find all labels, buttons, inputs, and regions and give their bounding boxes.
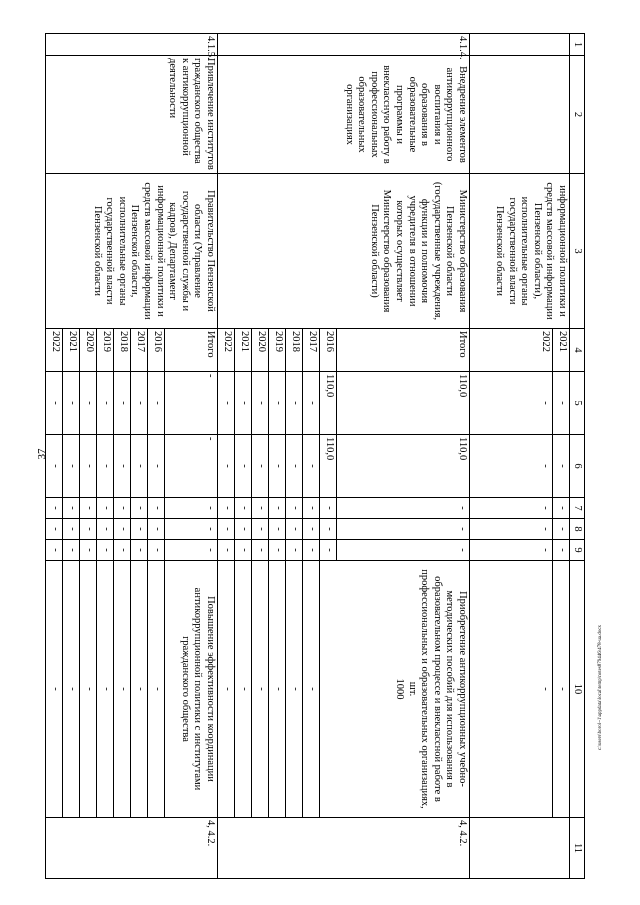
result-cell: - bbox=[80, 561, 97, 818]
value-cell: - bbox=[235, 435, 252, 498]
value-cell: - bbox=[252, 372, 269, 435]
value-cell: - bbox=[553, 435, 570, 498]
header-cell: 11 bbox=[570, 818, 585, 879]
activity-name: Привлечение институтов гражданского общества к антикоррупционной деятельности bbox=[46, 56, 218, 174]
value-cell: - bbox=[63, 519, 80, 540]
result-text: Приобретение антикоррупционных учебно-методических пособий для использования в образовательном процессе и внеклассной работе в профессиональных и образовательных организациях, шт. bbox=[406, 569, 468, 809]
header-cell: 2 bbox=[570, 56, 585, 174]
value-cell: - bbox=[470, 498, 553, 519]
value-cell: - bbox=[131, 540, 148, 561]
activity-executor: Министерство образования Пензенской области (государственные учреждения, функции и полномочия учредителя в отношении которых осуществляет Министерство образования Пензенской области) bbox=[218, 174, 470, 329]
value-cell: - bbox=[63, 435, 80, 498]
value-cell: - bbox=[553, 519, 570, 540]
result-cell: - bbox=[470, 561, 553, 818]
value-cell: - bbox=[269, 519, 286, 540]
year-cell: 2021 bbox=[235, 329, 252, 372]
result-cell: - bbox=[63, 561, 80, 818]
activity-number: 4.1.5. bbox=[46, 34, 218, 56]
value-cell: - bbox=[165, 540, 218, 561]
file-path-text: c:\users\borol~1\appdata\local\temp\notes879446\478-ua.docx bbox=[598, 624, 603, 750]
value-cell: - bbox=[218, 519, 235, 540]
activity-row-4-1-5 bbox=[165, 34, 218, 879]
header-cell: 3 bbox=[570, 174, 585, 329]
value-cell: - bbox=[46, 372, 63, 435]
value-cell: - bbox=[97, 435, 114, 498]
value-cell: - bbox=[131, 519, 148, 540]
header-cell: 6 bbox=[570, 435, 585, 498]
program-activities-table bbox=[45, 33, 585, 879]
year-cell: 2016 bbox=[148, 329, 165, 372]
result-cell: - bbox=[286, 561, 303, 818]
value-cell: - bbox=[269, 498, 286, 519]
year-cell: 2017 bbox=[303, 329, 320, 372]
value-cell: - bbox=[165, 519, 218, 540]
value-cell: - bbox=[148, 540, 165, 561]
value-cell: - bbox=[97, 498, 114, 519]
cell-empty bbox=[470, 34, 570, 56]
value-cell: - bbox=[80, 372, 97, 435]
header-cell: 4 bbox=[570, 329, 585, 372]
itogo-label: Итого bbox=[337, 329, 470, 372]
result-cell: - bbox=[131, 561, 148, 818]
year-cell: 2018 bbox=[114, 329, 131, 372]
value-cell: - bbox=[303, 435, 320, 498]
value-cell: - bbox=[46, 435, 63, 498]
header-cell: 1 bbox=[570, 34, 585, 56]
value-cell: - bbox=[286, 435, 303, 498]
header-cell: 8 bbox=[570, 519, 585, 540]
value-cell: - bbox=[320, 540, 337, 561]
result-cell: - bbox=[218, 561, 235, 818]
value-cell: - bbox=[148, 498, 165, 519]
value-cell: - bbox=[470, 435, 553, 498]
result-cell: - bbox=[114, 561, 131, 818]
header-row bbox=[570, 34, 585, 879]
continuation-row bbox=[553, 34, 570, 879]
value-cell: - bbox=[218, 372, 235, 435]
value-cell: - bbox=[286, 498, 303, 519]
value-cell: - bbox=[303, 372, 320, 435]
header-cell: 10 bbox=[570, 561, 585, 818]
value-cell: - bbox=[80, 540, 97, 561]
value-cell: - bbox=[337, 498, 470, 519]
activity-executor: Правительство Пензенской области (Управление государственной службы и кадров), Департамент информационной политики и средств массовой информации Пензенской области, исполнительные органы государственной власти Пензенской области bbox=[46, 174, 218, 329]
page-number: 37 bbox=[36, 448, 48, 460]
value-cell: 110,0 bbox=[337, 372, 470, 435]
value-cell: - bbox=[553, 540, 570, 561]
value-cell: - bbox=[235, 498, 252, 519]
value-cell: - bbox=[252, 540, 269, 561]
value-cell: - bbox=[269, 540, 286, 561]
value-cell: - bbox=[470, 540, 553, 561]
value-cell: - bbox=[46, 519, 63, 540]
value-cell: - bbox=[148, 435, 165, 498]
value-cell: - bbox=[165, 435, 218, 498]
activity-result: Повышение эффективности координации антикоррупционной политики с институтами гражданского общества bbox=[165, 561, 218, 818]
value-cell: - bbox=[63, 372, 80, 435]
value-cell: - bbox=[165, 372, 218, 435]
activity-number: 4.1.4. bbox=[218, 34, 470, 56]
year-cell: 2016 bbox=[320, 329, 337, 372]
value-cell: - bbox=[165, 498, 218, 519]
value-cell: - bbox=[252, 498, 269, 519]
result-cell: - bbox=[303, 561, 320, 818]
header-cell: 9 bbox=[570, 540, 585, 561]
result-cell: - bbox=[553, 561, 570, 818]
value-cell: - bbox=[218, 498, 235, 519]
activity-ref: 4, 4.2. bbox=[218, 818, 470, 879]
value-cell: - bbox=[470, 519, 553, 540]
value-cell: 110,0 bbox=[320, 435, 337, 498]
activity-result bbox=[320, 561, 470, 818]
value-cell: 110,0 bbox=[320, 372, 337, 435]
value-cell: - bbox=[337, 519, 470, 540]
year-cell: 2019 bbox=[97, 329, 114, 372]
value-cell: - bbox=[235, 519, 252, 540]
value-cell: - bbox=[80, 519, 97, 540]
value-cell: - bbox=[114, 540, 131, 561]
value-cell: - bbox=[114, 519, 131, 540]
value-cell: - bbox=[235, 540, 252, 561]
value-cell: - bbox=[131, 372, 148, 435]
value-cell: - bbox=[337, 540, 470, 561]
value-cell: - bbox=[252, 435, 269, 498]
activity-name: Внедрение элементов антикоррупционного воспитания и образования в образовательные программы и внеклассную работу в профессиональных образовательных организациях bbox=[218, 56, 470, 174]
result-cell: - bbox=[235, 561, 252, 818]
value-cell: - bbox=[114, 435, 131, 498]
value-cell: - bbox=[46, 540, 63, 561]
year-cell: 2021 bbox=[553, 329, 570, 372]
year-cell: 2020 bbox=[252, 329, 269, 372]
result-cell: - bbox=[269, 561, 286, 818]
result-cell: - bbox=[46, 561, 63, 818]
year-cell: 2022 bbox=[46, 329, 63, 372]
itogo-label: Итого bbox=[165, 329, 218, 372]
value-cell: - bbox=[286, 519, 303, 540]
year-cell: 2018 bbox=[286, 329, 303, 372]
cont-executor: информационной политики и средств массовой информации Пензенской области), исполнительные органы государственной власти Пензенской области bbox=[470, 174, 570, 329]
year-cell: 2020 bbox=[80, 329, 97, 372]
value-cell: - bbox=[148, 519, 165, 540]
value-cell: - bbox=[286, 372, 303, 435]
value-cell: - bbox=[320, 498, 337, 519]
result-value: 1000 bbox=[394, 678, 406, 700]
value-cell: - bbox=[46, 498, 63, 519]
year-cell: 2019 bbox=[269, 329, 286, 372]
value-cell: - bbox=[553, 498, 570, 519]
value-cell: - bbox=[131, 435, 148, 498]
result-cell: - bbox=[97, 561, 114, 818]
value-cell: - bbox=[320, 519, 337, 540]
rotated-table-container bbox=[50, 33, 585, 878]
value-cell: 110,0 bbox=[337, 435, 470, 498]
result-cell: - bbox=[252, 561, 269, 818]
value-cell: - bbox=[80, 435, 97, 498]
value-cell: - bbox=[252, 519, 269, 540]
activity-row-4-1-4 bbox=[337, 34, 470, 879]
value-cell: - bbox=[97, 519, 114, 540]
value-cell: - bbox=[63, 540, 80, 561]
cell-empty bbox=[470, 818, 570, 879]
header-cell: 5 bbox=[570, 372, 585, 435]
value-cell: - bbox=[218, 540, 235, 561]
value-cell: - bbox=[114, 498, 131, 519]
value-cell: - bbox=[235, 372, 252, 435]
header-cell: 7 bbox=[570, 498, 585, 519]
value-cell: - bbox=[269, 435, 286, 498]
value-cell: - bbox=[97, 372, 114, 435]
activity-ref: 4, 4.2. bbox=[46, 818, 218, 879]
value-cell: - bbox=[269, 372, 286, 435]
value-cell: - bbox=[218, 435, 235, 498]
value-cell: - bbox=[553, 372, 570, 435]
value-cell: - bbox=[303, 540, 320, 561]
value-cell: - bbox=[148, 372, 165, 435]
value-cell: - bbox=[286, 540, 303, 561]
value-cell: - bbox=[470, 372, 553, 435]
value-cell: - bbox=[131, 498, 148, 519]
value-cell: - bbox=[63, 498, 80, 519]
value-cell: - bbox=[97, 540, 114, 561]
year-cell: 2017 bbox=[131, 329, 148, 372]
year-cell: 2022 bbox=[470, 329, 553, 372]
year-cell: 2021 bbox=[63, 329, 80, 372]
value-cell: - bbox=[303, 519, 320, 540]
value-cell: - bbox=[80, 498, 97, 519]
cell-empty bbox=[470, 56, 570, 174]
value-cell: - bbox=[303, 498, 320, 519]
year-cell: 2022 bbox=[218, 329, 235, 372]
value-cell: - bbox=[114, 372, 131, 435]
result-cell: - bbox=[148, 561, 165, 818]
